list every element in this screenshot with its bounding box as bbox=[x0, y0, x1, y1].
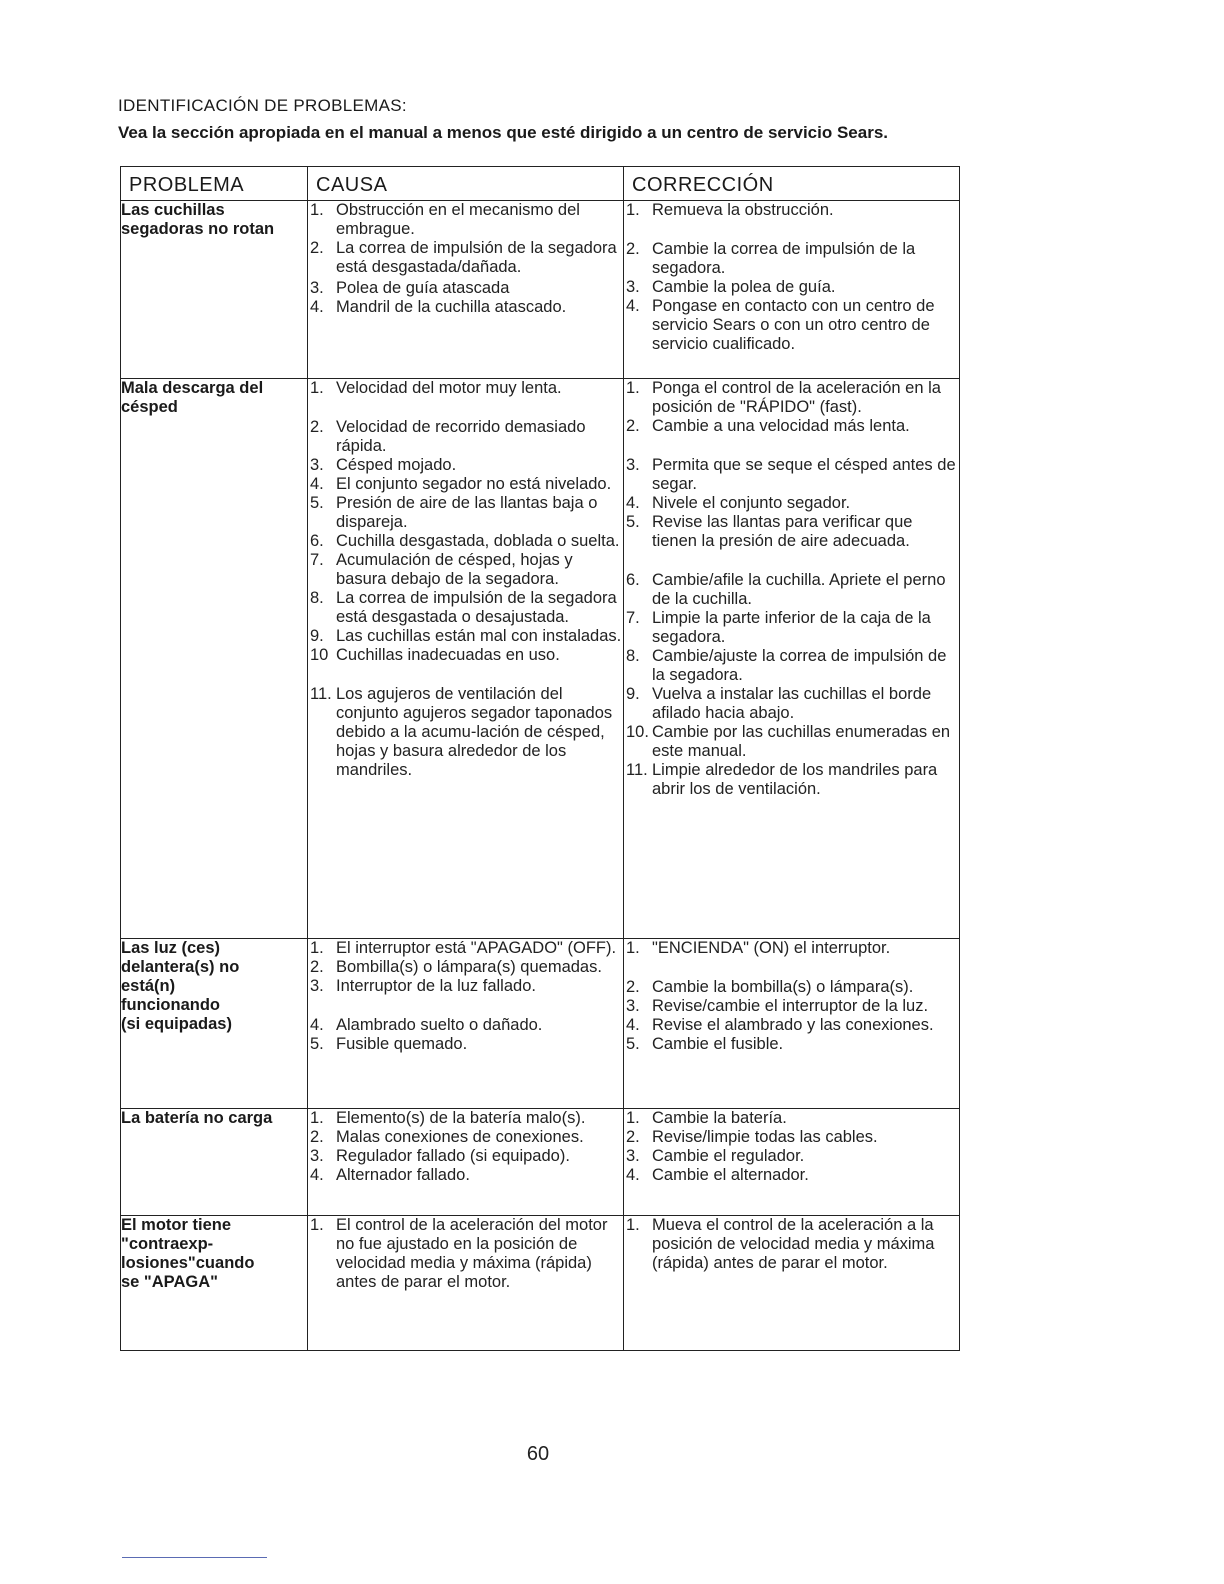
item-number: 4. bbox=[626, 1166, 640, 1184]
item-text: Permita que se seque el césped antes de segar. bbox=[652, 456, 956, 493]
correction-cell bbox=[624, 201, 960, 379]
list-item bbox=[308, 456, 623, 475]
item-text: La correa de impulsión de la segadora está desgastada o desajustada. bbox=[336, 589, 617, 626]
correction-cell bbox=[624, 1216, 960, 1351]
item-number: 2. bbox=[626, 1128, 640, 1146]
list-item bbox=[624, 997, 959, 1016]
list-item bbox=[308, 418, 623, 456]
item-text: Cambie el alternador. bbox=[652, 1166, 809, 1184]
item-number: 4. bbox=[310, 475, 324, 493]
cause-cell bbox=[308, 1216, 624, 1351]
item-text: Los agujeros de ventilación del conjunto agujeros segador taponados debido a la acumu-lación de césped, hojas y basura alrededor de los mandriles. bbox=[336, 685, 613, 779]
item-number: 5. bbox=[310, 1035, 324, 1053]
problem-cell: Las luz (ces) delantera(s) no está(n) funcionando (si equipadas) bbox=[121, 939, 308, 1109]
item-text: Regulador fallado (si equipado). bbox=[336, 1147, 570, 1165]
item-number: 8. bbox=[310, 589, 324, 607]
item-text: Cambie la correa de impulsión de la segadora. bbox=[652, 240, 916, 277]
list-item bbox=[624, 1016, 959, 1035]
table-row bbox=[121, 939, 960, 1109]
item-number: 6. bbox=[310, 532, 324, 550]
item-number: 3. bbox=[310, 977, 324, 995]
item-number: 4. bbox=[310, 298, 324, 316]
intro-text: Vea la sección apropiada en el manual a menos que esté dirigido a un centro de servicio Sears. bbox=[118, 123, 889, 142]
item-text: "ENCIENDA" (ON) el interruptor. bbox=[652, 939, 891, 957]
item-number: 2. bbox=[310, 239, 324, 257]
item-text: Nivele el conjunto segador. bbox=[652, 494, 851, 512]
list-item bbox=[624, 978, 959, 997]
item-number: 9. bbox=[626, 685, 640, 703]
item-text: Cambie el regulador. bbox=[652, 1147, 805, 1165]
list-item bbox=[624, 417, 959, 436]
list-item bbox=[308, 475, 623, 494]
list-item bbox=[308, 532, 623, 551]
item-number: 11. bbox=[310, 685, 332, 703]
item-text: Cuchilla desgastada, doblada o suelta. bbox=[336, 532, 620, 550]
item-text: Polea de guía atascada bbox=[336, 279, 510, 297]
item-text: Bombilla(s) o lámpara(s) quemadas. bbox=[336, 958, 602, 976]
item-text: Pongase en contacto con un centro de servicio Sears o con un otro centro de servicio cualificado. bbox=[652, 297, 935, 353]
item-number: 1. bbox=[626, 1109, 640, 1127]
list-item bbox=[624, 723, 959, 761]
footer-divider bbox=[122, 1557, 267, 1558]
item-text: Presión de aire de las llantas baja o dispareja. bbox=[336, 494, 598, 531]
list-item bbox=[624, 278, 959, 297]
item-number: 1. bbox=[310, 1109, 324, 1127]
table-row bbox=[121, 379, 960, 939]
list-item bbox=[624, 647, 959, 685]
list-item bbox=[624, 1035, 959, 1054]
table-row bbox=[121, 1216, 960, 1351]
item-text: Cambie la bombilla(s) o lámpara(s). bbox=[652, 978, 914, 996]
list-item bbox=[624, 379, 959, 417]
list-item bbox=[308, 1016, 623, 1035]
column-header-causa: CAUSA bbox=[308, 167, 624, 201]
item-number: 5. bbox=[626, 513, 640, 531]
item-text: Acumulación de césped, hojas y basura debajo de la segadora. bbox=[336, 551, 573, 588]
list-item bbox=[624, 240, 959, 278]
problem-cell: La batería no carga bbox=[121, 1109, 308, 1216]
item-text: Fusible quemado. bbox=[336, 1035, 468, 1053]
list-item bbox=[308, 1128, 623, 1147]
item-text: Cambie la polea de guía. bbox=[652, 278, 836, 296]
item-text: El control de la aceleración del motor no fue ajustado en la posición de velocidad media y máxima (rápida) antes de parar el motor. bbox=[336, 1216, 608, 1291]
item-number: 2. bbox=[626, 417, 640, 435]
item-text: Elemento(s) de la batería malo(s). bbox=[336, 1109, 586, 1127]
item-number: 3. bbox=[310, 279, 324, 297]
item-number: 4. bbox=[310, 1166, 324, 1184]
item-text: La correa de impulsión de la segadora está desgastada/dañada. bbox=[336, 239, 617, 276]
list-item bbox=[624, 201, 959, 220]
list-item bbox=[624, 609, 959, 647]
item-number: 2. bbox=[626, 240, 640, 258]
item-number: 4. bbox=[310, 1016, 324, 1034]
list-item bbox=[308, 1216, 623, 1292]
item-text: Revise el alambrado y las conexiones. bbox=[652, 1016, 934, 1034]
item-text: Revise las llantas para verificar que tienen la presión de aire adecuada. bbox=[652, 513, 913, 550]
item-text: Mueva el control de la aceleración a la posición de velocidad media y máxima (rápida) antes de parar el motor. bbox=[652, 1216, 935, 1272]
list-item bbox=[624, 685, 959, 723]
page-number: 60 bbox=[526, 1443, 550, 1465]
list-item bbox=[308, 298, 623, 317]
list-item bbox=[624, 1166, 959, 1185]
list-item bbox=[308, 939, 623, 958]
item-text: Revise/limpie todas las cables. bbox=[652, 1128, 878, 1146]
item-text: Alambrado suelto o dañado. bbox=[336, 1016, 543, 1034]
item-text: Cambie/afile la cuchilla. Apriete el perno de la cuchilla. bbox=[652, 571, 946, 608]
list-item bbox=[308, 589, 623, 627]
table-row bbox=[121, 201, 960, 379]
list-item bbox=[308, 379, 623, 398]
item-text: Velocidad de recorrido demasiado rápida. bbox=[336, 418, 586, 455]
item-text: Cambie/ajuste la correa de impulsión de la segadora. bbox=[652, 647, 947, 684]
item-text: Vuelva a instalar las cuchillas el borde afilado hacia abajo. bbox=[652, 685, 932, 722]
item-number: 10. bbox=[626, 723, 649, 741]
item-text: El interruptor está "APAGADO" (OFF). bbox=[336, 939, 617, 957]
item-text: Remueva la obstrucción. bbox=[652, 201, 834, 219]
item-number: 5. bbox=[310, 494, 324, 512]
item-number: 1. bbox=[626, 201, 640, 219]
item-number: 3. bbox=[626, 997, 640, 1015]
item-text: Revise/cambie el interruptor de la luz. bbox=[652, 997, 929, 1015]
list-item bbox=[308, 279, 623, 298]
correction-cell bbox=[624, 1109, 960, 1216]
item-number: 4. bbox=[626, 494, 640, 512]
list-item bbox=[308, 1147, 623, 1166]
correction-cell bbox=[624, 939, 960, 1109]
item-text: Malas conexiones de conexiones. bbox=[336, 1128, 584, 1146]
cause-cell bbox=[308, 379, 624, 939]
table-row bbox=[121, 1109, 960, 1216]
item-text: Interruptor de la luz fallado. bbox=[336, 977, 536, 995]
item-number: 3. bbox=[626, 1147, 640, 1165]
problem-cell: Las cuchillas segadoras no rotan bbox=[121, 201, 308, 379]
item-number: 3. bbox=[626, 278, 640, 296]
list-item bbox=[624, 297, 959, 354]
item-number: 2. bbox=[626, 978, 640, 996]
item-number: 3. bbox=[626, 456, 640, 474]
item-number: 1. bbox=[310, 1216, 324, 1234]
list-item bbox=[624, 939, 959, 958]
item-text: Alternador fallado. bbox=[336, 1166, 470, 1184]
cause-cell bbox=[308, 1109, 624, 1216]
list-item bbox=[308, 685, 623, 780]
item-number: 8. bbox=[626, 647, 640, 665]
list-item bbox=[624, 571, 959, 609]
item-text: Cambie la batería. bbox=[652, 1109, 787, 1127]
list-item bbox=[624, 1109, 959, 1128]
correction-cell bbox=[624, 379, 960, 939]
item-text: Cambie por las cuchillas enumeradas en este manual. bbox=[652, 723, 951, 760]
item-number: 1. bbox=[626, 1216, 640, 1234]
list-item bbox=[308, 1109, 623, 1128]
list-item bbox=[308, 551, 623, 589]
item-text: Limpie alrededor de los mandriles para abrir los de ventilación. bbox=[652, 761, 938, 798]
troubleshooting-table bbox=[120, 166, 960, 1351]
item-text: Limpie la parte inferior de la caja de la segadora. bbox=[652, 609, 931, 646]
list-item bbox=[308, 201, 623, 239]
list-item bbox=[308, 1166, 623, 1185]
list-item bbox=[308, 646, 623, 665]
list-item bbox=[624, 1216, 959, 1273]
item-text: Obstrucción en el mecanismo del embrague. bbox=[336, 201, 580, 238]
problem-cell: Mala descarga del césped bbox=[121, 379, 308, 939]
item-text: Césped mojado. bbox=[336, 456, 457, 474]
item-number: 1. bbox=[310, 201, 324, 219]
list-item bbox=[308, 494, 623, 532]
problem-cell: El motor tiene "contraexp- losiones"cuando se "APAGA" bbox=[121, 1216, 308, 1351]
item-number: 2. bbox=[310, 418, 324, 436]
item-text: El conjunto segador no está nivelado. bbox=[336, 475, 612, 493]
item-text: Cambie a una velocidad más lenta. bbox=[652, 417, 910, 435]
cause-cell bbox=[308, 939, 624, 1109]
list-item bbox=[624, 513, 959, 551]
column-header-correccion: CORRECCIÓN bbox=[624, 167, 960, 201]
column-header-problema: PROBLEMA bbox=[121, 167, 308, 201]
item-text: Ponga el control de la aceleración en la posición de "RÁPIDO" (fast). bbox=[652, 379, 941, 416]
item-number: 1. bbox=[626, 379, 640, 397]
cause-cell bbox=[308, 201, 624, 379]
item-number: 7. bbox=[626, 609, 640, 627]
item-number: 2. bbox=[310, 958, 324, 976]
item-number: 10 bbox=[310, 646, 329, 664]
list-item bbox=[308, 239, 623, 277]
item-number: 5. bbox=[626, 1035, 640, 1053]
item-number: 1. bbox=[626, 939, 640, 957]
list-item bbox=[308, 1035, 623, 1054]
item-number: 9. bbox=[310, 627, 324, 645]
list-item bbox=[624, 494, 959, 513]
list-item bbox=[308, 977, 623, 996]
section-heading: IDENTIFICACIÓN DE PROBLEMAS: bbox=[118, 96, 407, 115]
list-item bbox=[624, 1147, 959, 1166]
item-number: 3. bbox=[310, 456, 324, 474]
item-number: 7. bbox=[310, 551, 324, 569]
item-text: Mandril de la cuchilla atascado. bbox=[336, 298, 567, 316]
item-text: Cuchillas inadecuadas en uso. bbox=[336, 646, 560, 664]
item-number: 4. bbox=[626, 297, 640, 315]
item-number: 1. bbox=[310, 379, 324, 397]
list-item bbox=[308, 958, 623, 977]
item-number: 11. bbox=[626, 761, 648, 779]
item-text: Velocidad del motor muy lenta. bbox=[336, 379, 562, 397]
item-number: 1. bbox=[310, 939, 324, 957]
list-item bbox=[624, 1128, 959, 1147]
item-number: 6. bbox=[626, 571, 640, 589]
list-item bbox=[308, 627, 623, 646]
item-number: 4. bbox=[626, 1016, 640, 1034]
item-text: Las cuchillas están mal con instaladas. bbox=[336, 627, 622, 645]
item-text: Cambie el fusible. bbox=[652, 1035, 784, 1053]
item-number: 3. bbox=[310, 1147, 324, 1165]
table-header-row bbox=[121, 167, 960, 201]
item-number: 2. bbox=[310, 1128, 324, 1146]
list-item bbox=[624, 456, 959, 494]
list-item bbox=[624, 761, 959, 799]
